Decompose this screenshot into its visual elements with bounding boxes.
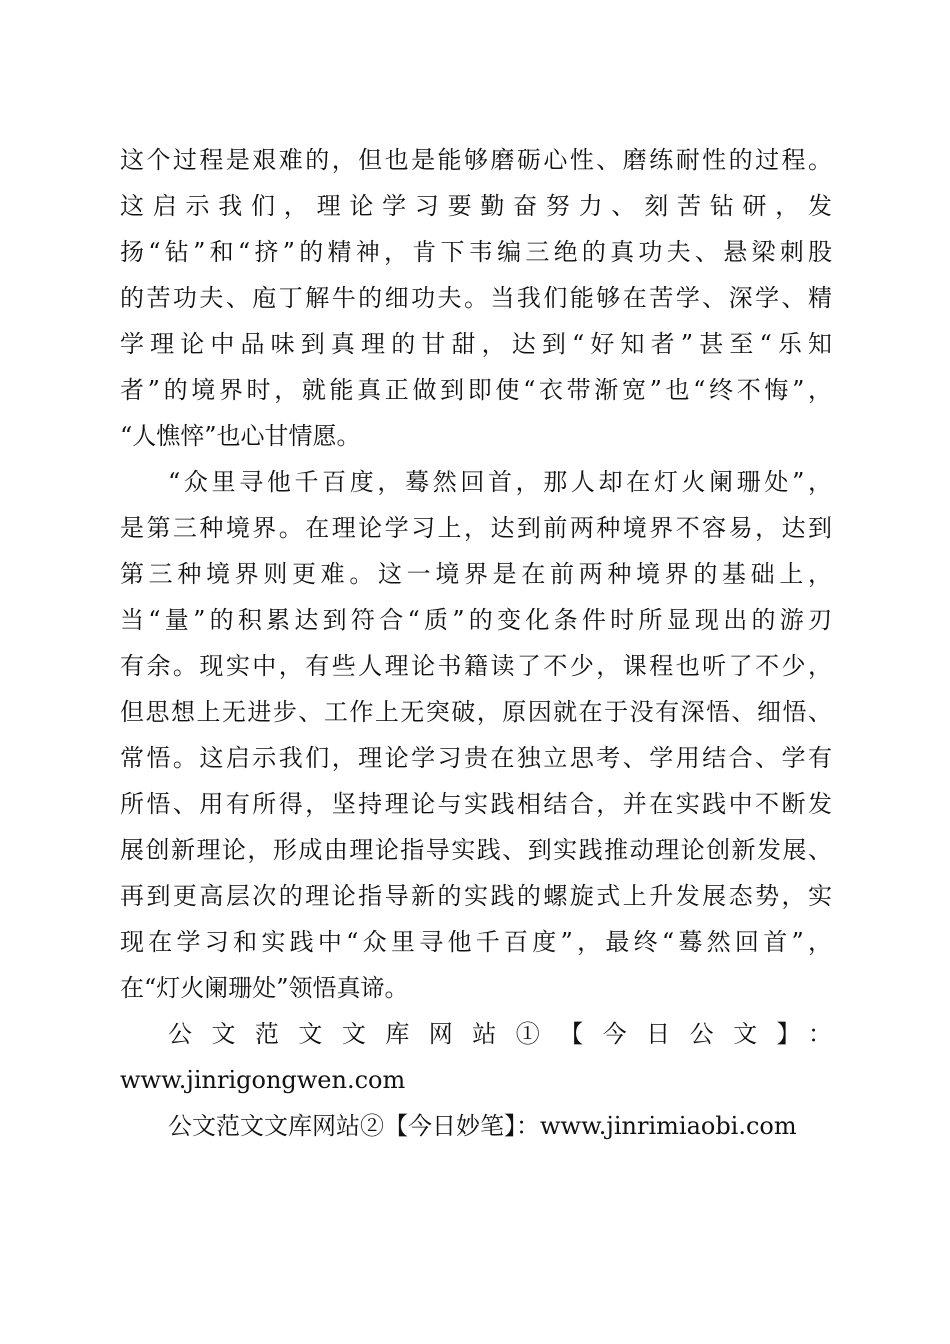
body-text-line: 有余。现实中，有些人理论书籍读了不少，课程也听了不少， [120, 652, 832, 680]
paragraph-first-line: “众里寻他千百度，蓦然回首，那人却在灯火阑珊处”， [168, 468, 832, 496]
body-text-line: 常悟。这启示我们，理论学习贵在独立思考、学用结合、学有 [120, 744, 832, 772]
body-text-line: 现在学习和实践中“众里寻他千百度”，最终“蓦然回首”， [120, 928, 832, 956]
body-text-line: 但思想上无进步、工作上无突破，原因就在于没有深悟、细悟、 [120, 698, 832, 726]
body-text-line: 这个过程是艰难的，但也是能够磨砺心性、磨练耐性的过程。 [120, 146, 832, 174]
body-text-line: 所悟、用有所得，坚持理论与实践相结合，并在实践中不断发 [120, 790, 832, 818]
body-text-line: 第三种境界则更难。这一境界是在前两种境界的基础上， [120, 560, 832, 588]
website-link-1-label: 公文范文文库网站①【今日公文】： [168, 1020, 832, 1048]
body-text-line: 再到更高层次的理论指导新的实践的螺旋式上升发展态势，实 [120, 882, 832, 910]
body-text-line: 者”的境界时，就能真正做到即使“衣带渐宽”也“终不悔”， [120, 376, 832, 404]
body-text-line: 这启示我们，理论学习要勤奋努力、刻苦钻研，发 [120, 192, 832, 220]
body-text-line: 当“量”的积累达到符合“质”的变化条件时所显现出的游刃 [120, 606, 832, 634]
website-link-2[interactable]: 公文范文文库网站②【今日妙笔】：www.jinrimiaobi.com [168, 1112, 797, 1140]
body-text-line: 的苦功夫、庖丁解牛的细功夫。当我们能够在苦学、深学、精 [120, 284, 832, 312]
body-text-line: 在“灯火阑珊处”领悟真谛。 [120, 974, 409, 1002]
body-text-line: 学理论中品味到真理的甘甜，达到“好知者”甚至“乐知 [120, 330, 832, 358]
body-text-line: “人憔悴”也心甘情愿。 [120, 422, 361, 450]
website-link-1-url[interactable]: www.jinrigongwen.com [120, 1066, 406, 1094]
body-text-line: 扬“钻”和“挤”的精神，肯下韦编三绝的真功夫、悬梁刺股 [120, 238, 832, 266]
body-text-line: 展创新理论，形成由理论指导实践、到实践推动理论创新发展、 [120, 836, 832, 864]
body-text-line: 是第三种境界。在理论学习上，达到前两种境界不容易，达到 [120, 514, 832, 542]
